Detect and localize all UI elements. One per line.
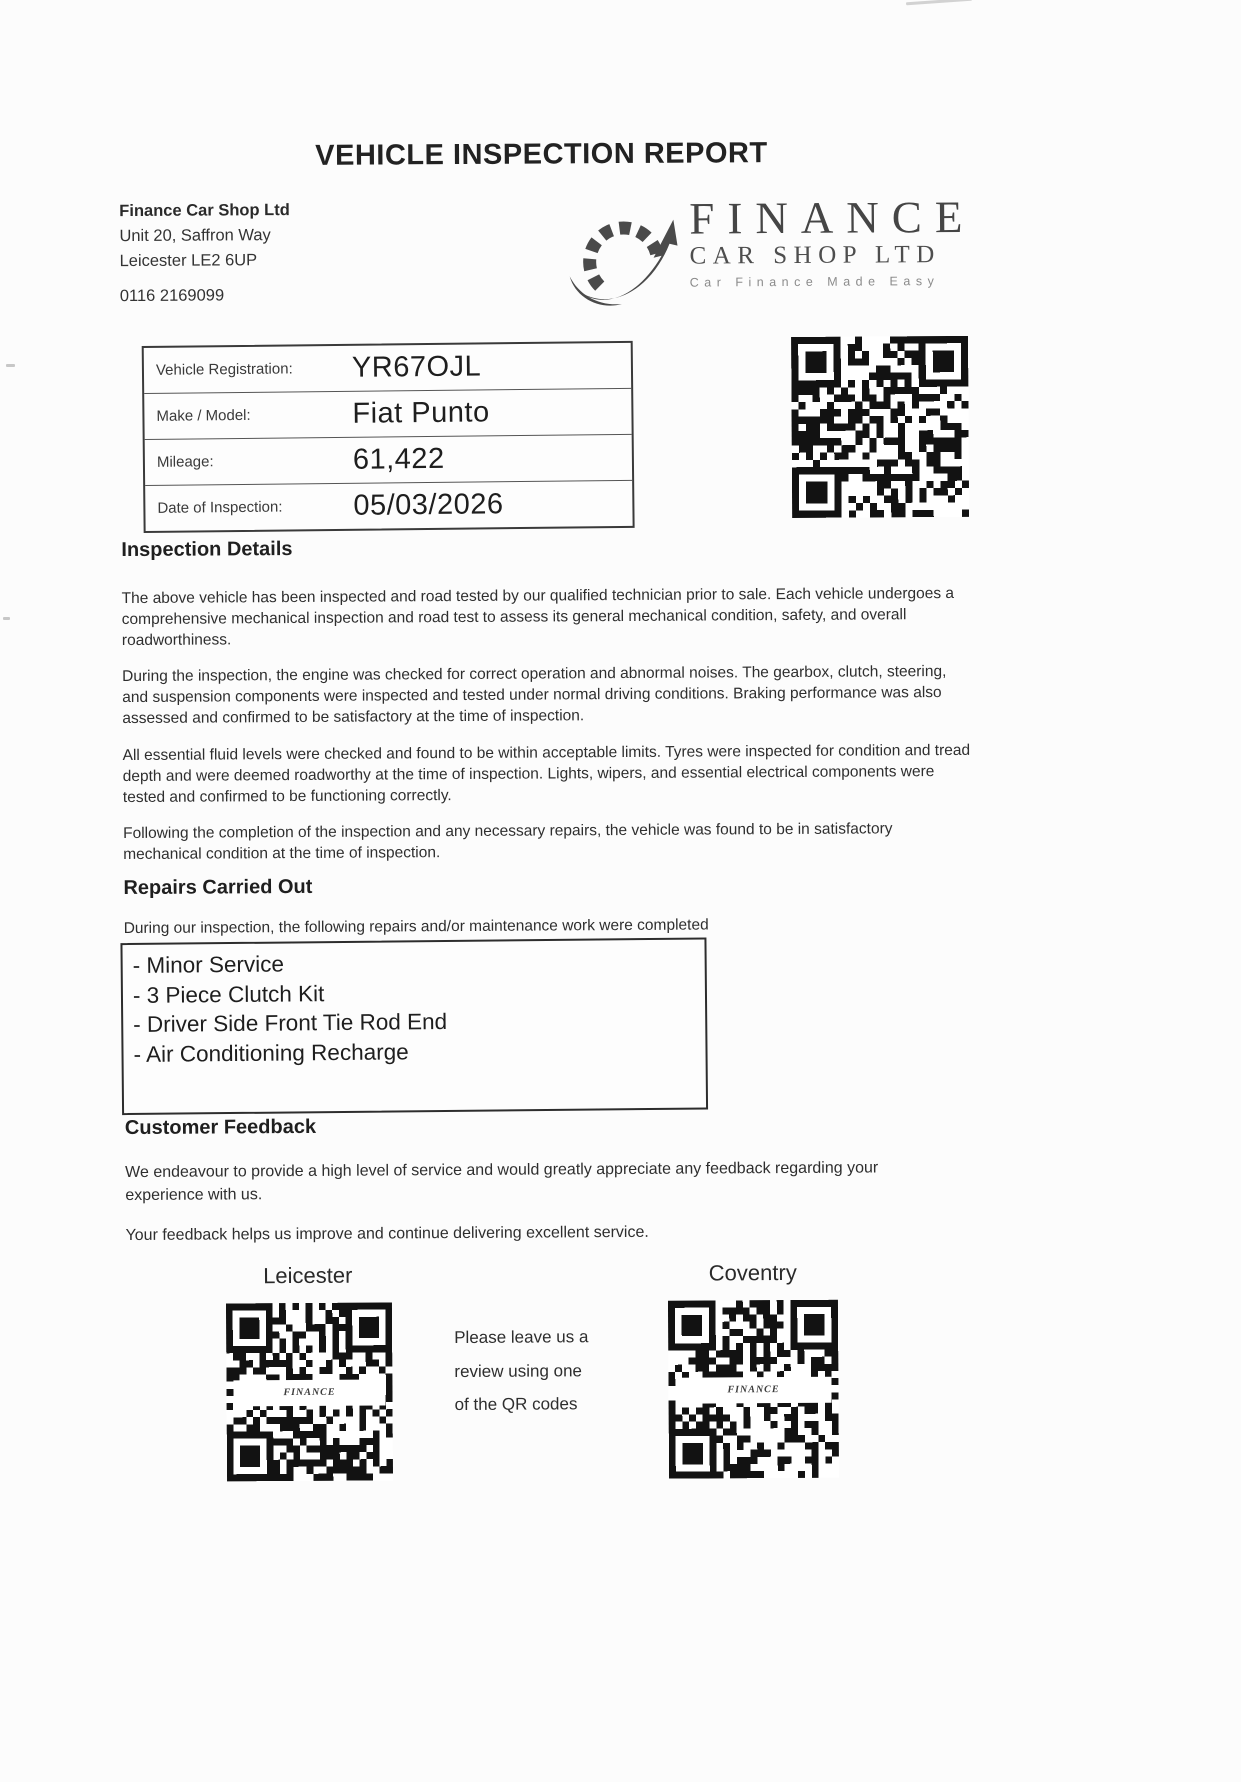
inspection-paragraph-2: During the inspection, the engine was checked for correct operation and abnormal noises. The gearbox, clutch, steering, and suspension components were inspected and tested under normal driving conditions. Braking performance was also assessed and confirmed to be satisfactory at the time of inspection. xyxy=(122,663,947,728)
qr-instruction-line-1: Please leave us a xyxy=(454,1327,589,1348)
inspection-paragraph-4: Following the completion of the inspection and any necessary repairs, the vehicle was found to be in satisfactory mechanical condition at the time of inspection. xyxy=(123,820,893,864)
company-phone: 0116 2169099 xyxy=(119,286,225,306)
row-label: Date of Inspection: xyxy=(157,498,283,517)
repairs-list-box xyxy=(120,937,708,1115)
table-row-inspection-date xyxy=(145,481,632,531)
location-label-leicester: Leicester xyxy=(263,1262,353,1289)
company-address-line2: Leicester LE2 6UP xyxy=(119,251,258,271)
qr-instruction-line-3: of the QR codes xyxy=(454,1394,578,1415)
row-value-inspection-date: 05/03/2026 xyxy=(353,488,504,522)
row-value-registration: YR67OJL xyxy=(351,350,482,384)
table-row-mileage xyxy=(145,435,632,486)
speedometer-arrow-icon xyxy=(561,198,697,319)
qr-code-coventry xyxy=(668,1300,839,1479)
company-address-block xyxy=(119,198,290,274)
section-heading-feedback: Customer Feedback xyxy=(124,1115,317,1140)
row-label: Vehicle Registration: xyxy=(155,360,293,379)
feedback-paragraph-1: We endeavour to provide a high level of service and would greatly appreciate any feedback regarding your experience with us. xyxy=(125,1159,879,1205)
scan-artifact xyxy=(6,364,15,367)
repairs-intro-text: During our inspection, the following repairs and/or maintenance work were completed xyxy=(123,916,709,938)
row-value-make-model: Fiat Punto xyxy=(352,396,490,430)
row-label: Mileage: xyxy=(156,453,214,471)
page-title: VEHICLE INSPECTION REPORT xyxy=(315,137,768,172)
vehicle-details-table xyxy=(142,341,635,533)
logo-word-carshop: CAR SHOP LTD xyxy=(689,241,941,270)
logo-text xyxy=(689,191,982,294)
feedback-paragraph-2: Your feedback helps us improve and continue delivering excellent service. xyxy=(125,1223,649,1245)
qr-center-logo: FINANCE xyxy=(233,1379,386,1407)
repair-item-4: - Air Conditioning Recharge xyxy=(133,1038,409,1067)
repair-item-2: - 3 Piece Clutch Kit xyxy=(132,980,325,1008)
qr-instruction-line-2: review using one xyxy=(454,1360,583,1381)
logo-word-finance: FINANCE xyxy=(689,191,976,244)
qr-code-vehicle xyxy=(791,336,969,518)
section-heading-repairs: Repairs Carried Out xyxy=(123,875,313,900)
repair-item-1: - Minor Service xyxy=(132,951,285,978)
inspection-paragraph-1: The above vehicle has been inspected and road tested by our qualified technician prior to sale. Each vehicle undergoes a comprehensive mechanical inspection and road test to assess its general mechanical condition, safety, and overall roadworthiness. xyxy=(121,584,955,650)
row-label: Make / Model: xyxy=(156,406,251,425)
repair-item-3: - Driver Side Front Tie Rod End xyxy=(133,1008,448,1037)
qr-code-leicester xyxy=(226,1302,393,1481)
table-row-registration xyxy=(144,343,631,394)
location-label-coventry: Coventry xyxy=(708,1259,797,1286)
inspection-paragraph-3: All essential fluid levels were checked and found to be within acceptable limits. Tyres were inspected for condition and tread depth and were deemed roadworthy at the time of inspection. Lights, wipers, and essential electrical components were tested and confirmed to be functioning correctly. xyxy=(122,741,971,807)
company-name: Finance Car Shop Ltd xyxy=(119,201,290,221)
qr-center-logo: FINANCE xyxy=(675,1376,832,1404)
section-heading-inspection-details: Inspection Details xyxy=(121,538,293,562)
row-value-mileage: 61,422 xyxy=(352,442,445,476)
logo-tagline: Car Finance Made Easy xyxy=(689,274,940,290)
qr-instruction-text xyxy=(454,1320,589,1421)
scan-artifact xyxy=(3,617,10,620)
company-logo xyxy=(561,191,982,322)
company-address-line1: Unit 20, Saffron Way xyxy=(119,226,271,246)
table-row-make-model xyxy=(144,389,631,440)
